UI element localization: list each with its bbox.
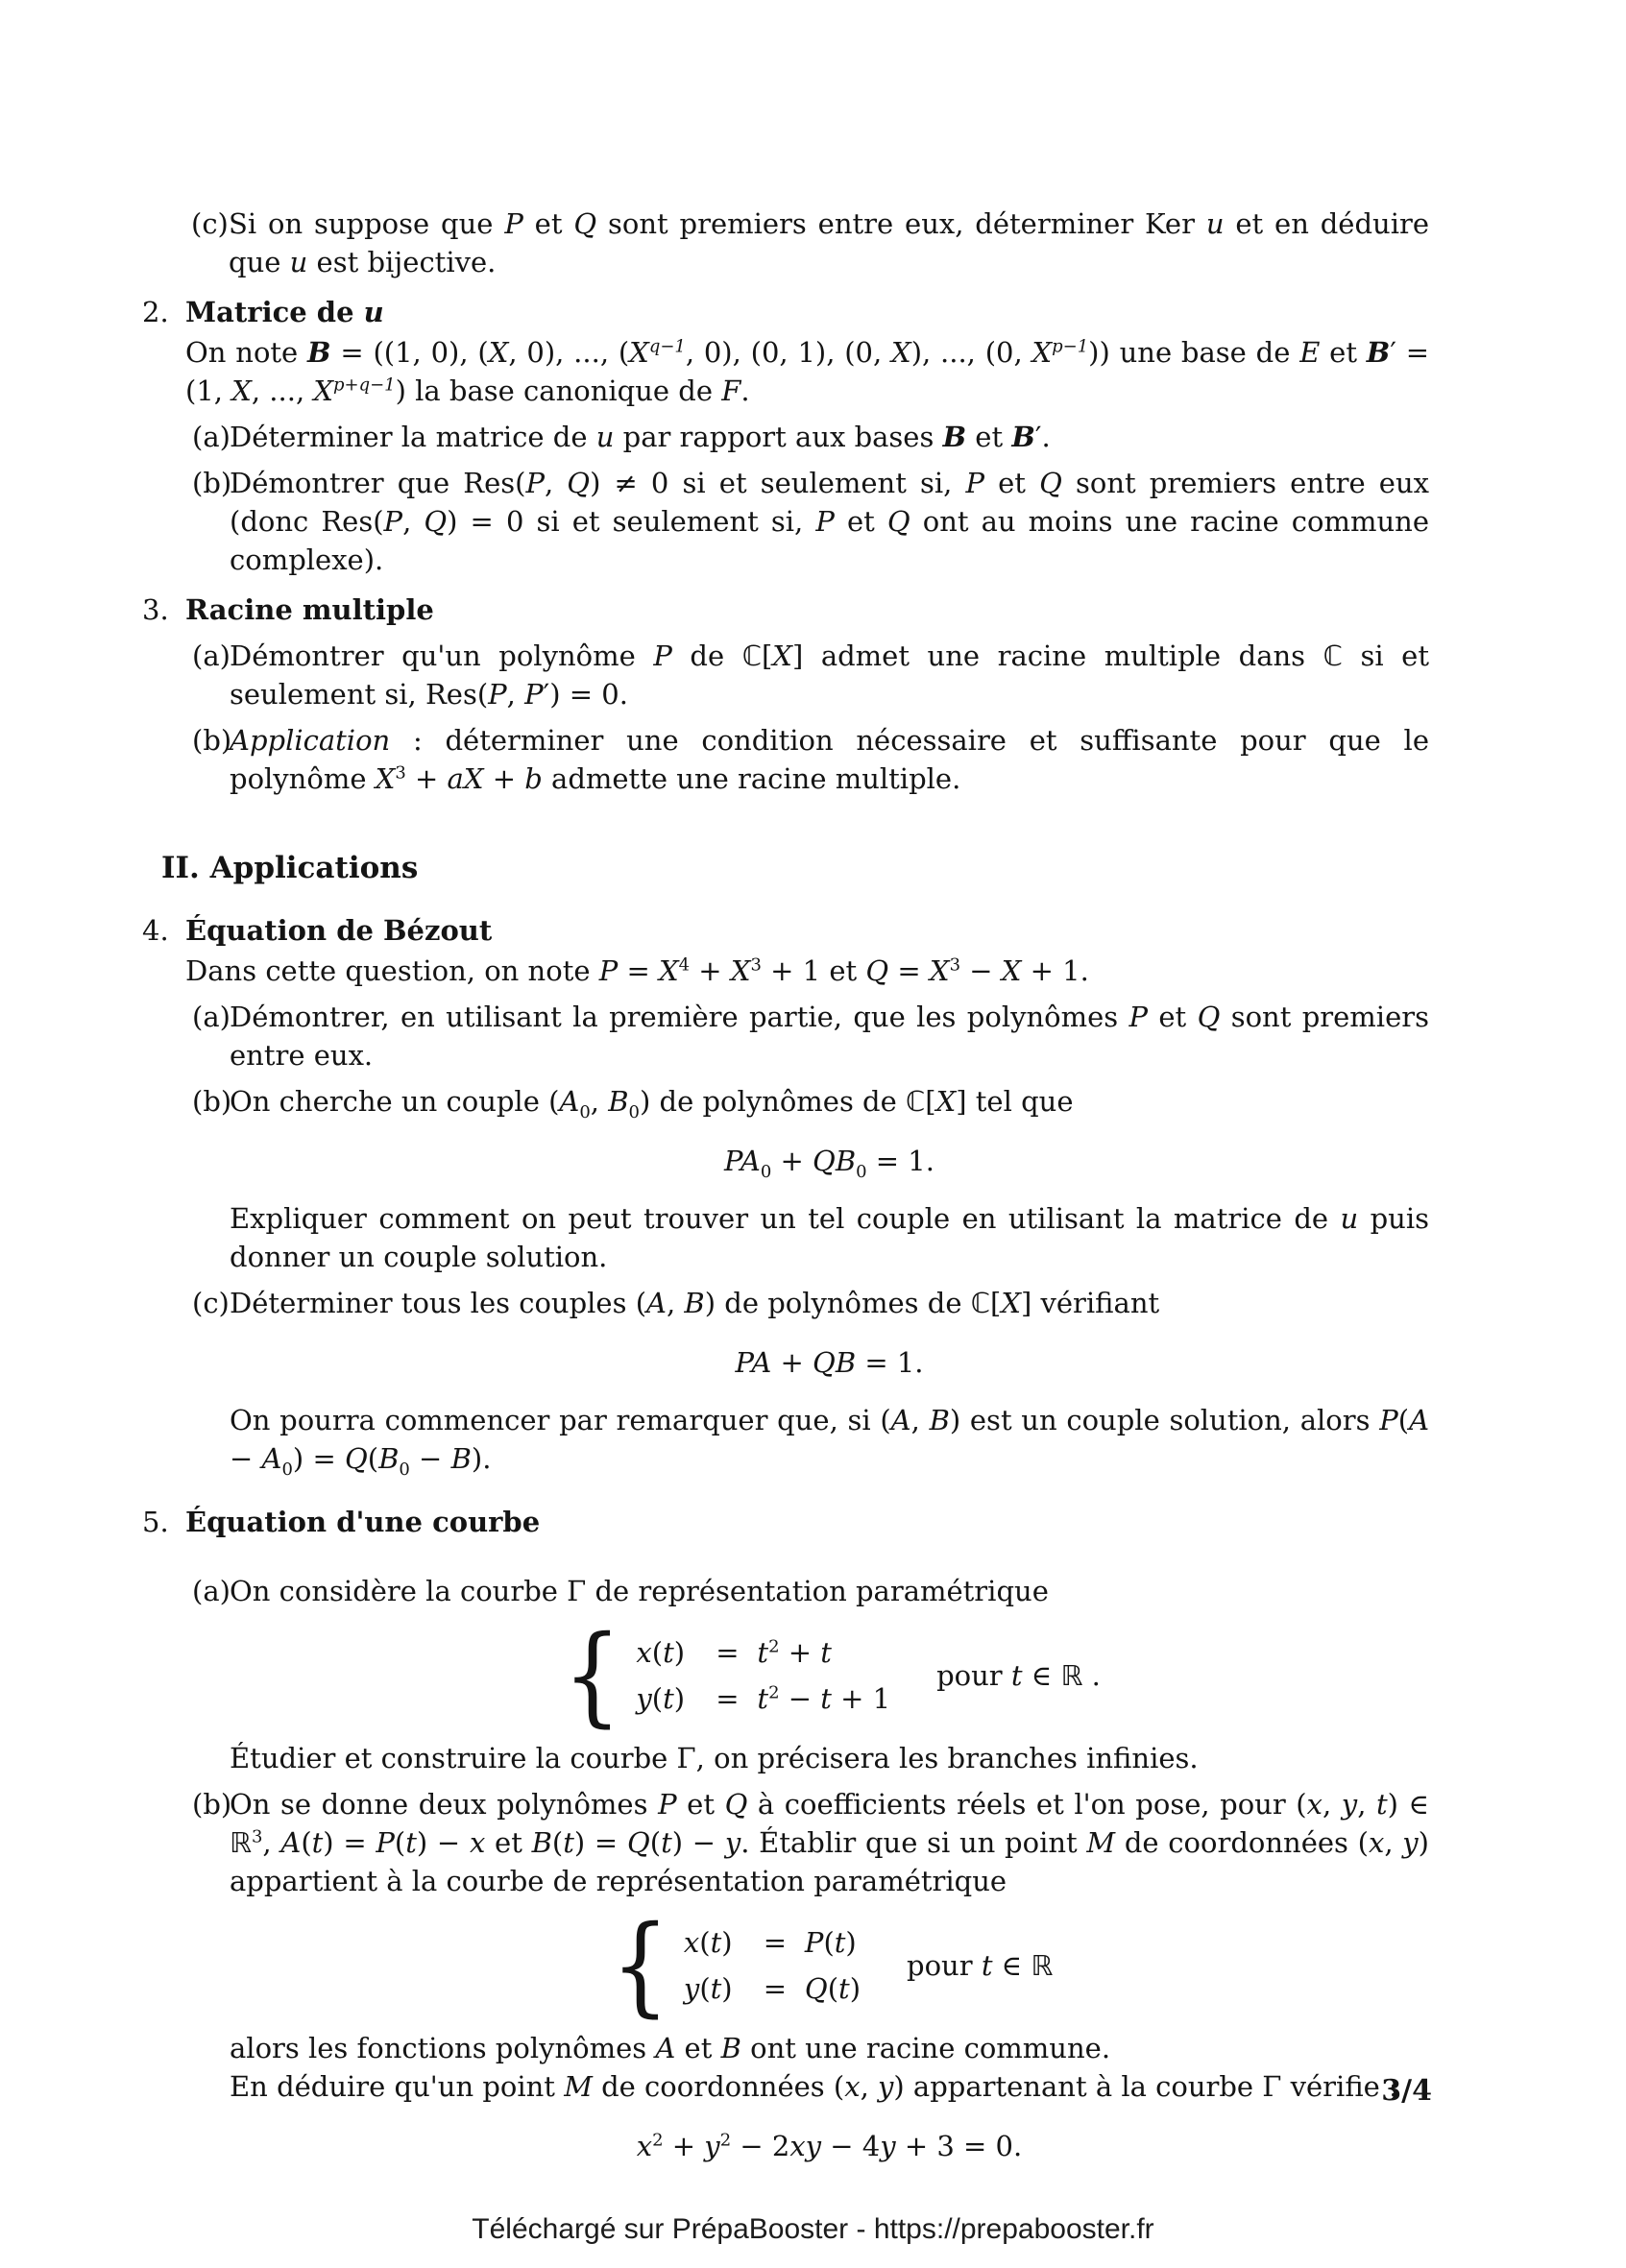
item-5b-after1: alors les fonctions polynômes A et B ont une racine commune. — [230, 2032, 1111, 2064]
bezout-equation-a0b0: $PA_0 + QB_0 = 1$. — [724, 1145, 934, 1182]
item-2a-label: (a) — [192, 421, 231, 453]
item-4b-text: On cherche un couple ($A_0$, $B_0$) de polynômes de ℂ[X] tel que — [230, 1085, 1074, 1122]
question-3-number: 3. — [142, 593, 169, 626]
parametric-system-gamma — [230, 1613, 1429, 1738]
system-row-y: y(t) = $t^2 - t + 1$ — [636, 1682, 891, 1715]
item-5b-text: On se donne deux polynômes P et Q à coefficients réels et l'on pose, pour (x, y, t) ∈ ℝ$^3$, A(t) = P(t) − x et B(t) = Q(t) − y. Établir que si un point M de coordonnées (x, y) appartient à la courbe de représentation paramétrique — [230, 1788, 1430, 1897]
item-2b-label: (b) — [192, 467, 232, 499]
item-3a — [192, 637, 1429, 713]
question-5-title: Équation d'une courbe — [185, 1506, 541, 1538]
item-4a-text: Démontrer, en utilisant la première partie, que les polynômes P et Q sont premiers entre eux. — [230, 1001, 1429, 1072]
item-4a-label: (a) — [192, 1001, 231, 1033]
system-row-x: x(t) = $t^2 + t$ — [636, 1636, 832, 1669]
question-3-title: Racine multiple — [185, 593, 434, 626]
left-brace: { — [563, 1613, 622, 1738]
item-4c-label: (c) — [192, 1287, 230, 1319]
item-5a-text: On considère la courbe Γ de représentation paramétrique — [230, 1575, 1049, 1607]
item-4b-after: Expliquer comment on peut trouver un tel couple en utilisant la matrice de u puis donner un couple solution. — [230, 1202, 1429, 1273]
item-5b-after2: En déduire qu'un point M de coordonnées (x, y) appartenant à la courbe Γ vérifie : — [230, 2070, 1398, 2103]
question-4-number: 4. — [142, 914, 169, 947]
item-4b-label: (b) — [192, 1085, 232, 1118]
footer-credit: Téléchargé sur PrépaBooster - https://prepabooster.fr — [472, 2213, 1154, 2245]
question-5 — [142, 1503, 1429, 2184]
item-2a — [192, 418, 1429, 456]
item-4a — [192, 998, 1429, 1074]
system-condition: pour t ∈ ℝ — [907, 1949, 1054, 1982]
item-2b — [192, 464, 1429, 579]
item-2a-text: Déterminer la matrice de u par rapport aux bases B et B′. — [230, 421, 1051, 453]
question-4-title: Équation de Bézout — [185, 914, 493, 947]
section-ii-header: II. Applications — [161, 851, 419, 885]
parametric-system-pq — [230, 1903, 1429, 2028]
item-5a — [192, 1572, 1429, 1777]
page-content — [142, 205, 1429, 2184]
item-5a-after: Étudier et construire la courbe Γ, on précisera les branches infinies. — [230, 1742, 1199, 1774]
item-4c — [192, 1284, 1429, 1478]
item-3b — [192, 721, 1429, 798]
item-4b — [192, 1082, 1429, 1276]
item-4c-after: On pourra commencer par remarquer que, si (A, B) est un couple solution, alors $P(A - A_0) = Q(B_0 - B)$. — [230, 1404, 1430, 1480]
curve-equation: $x^2 + y^2 - 2xy - 4y + 3 = 0$. — [636, 2130, 1023, 2162]
left-brace: { — [611, 1903, 669, 2028]
item-2b-text: Démontrer que Res(P, Q) ≠ 0 si et seulement si, P et Q sont premiers entre eux (donc Res(P, Q) = 0 si et seulement si, P et Q ont au moins une racine commune complexe). — [230, 467, 1430, 576]
page-number: 3/4 — [1381, 2074, 1432, 2108]
item-5b-label: (b) — [192, 1788, 232, 1821]
item-5b — [192, 1785, 1429, 2184]
system-row-y: y(t) = Q(t) — [683, 1972, 862, 2005]
question-2-number: 2. — [142, 296, 169, 328]
item-1c-label: (c) — [191, 207, 229, 240]
question-2-intro: On note B = ((1, 0), (X, 0), ..., ($X^{q-1}$, 0), (0, 1), (0, X), ..., (0, $X^{p-1}$)) une base de E et B′ = (1, X, ..., $X^{p+q-1}$) la base canonique de F. — [185, 336, 1430, 407]
question-5-number: 5. — [142, 1506, 169, 1538]
system-row-x: x(t) = P(t) — [683, 1926, 857, 1959]
question-3 — [142, 591, 1429, 798]
item-1c — [191, 205, 1429, 281]
item-1c-text: Si on suppose que P et Q sont premiers entre eux, déterminer Ker u et en déduire que u est bijective. — [229, 207, 1429, 278]
question-2-title: Matrice de u — [185, 296, 384, 328]
item-5a-label: (a) — [192, 1575, 231, 1607]
item-3b-label: (b) — [192, 724, 232, 757]
question-2 — [142, 293, 1429, 579]
system-condition: pour t ∈ ℝ . — [936, 1659, 1101, 1692]
question-4 — [142, 911, 1429, 1478]
item-3a-text: Démontrer qu'un polynôme P de ℂ[X] admet une racine multiple dans ℂ si et seulement si, Res(P, P′) = 0. — [230, 639, 1429, 711]
item-4c-text: Déterminer tous les couples (A, B) de polynômes de ℂ[X] vérifiant — [230, 1287, 1160, 1319]
item-3b-text: Application : déterminer une condition nécessaire et suffisante pour que le polynôme $X^3$ + aX + b admette une racine multiple. — [230, 724, 1429, 795]
item-3a-label: (a) — [192, 639, 231, 672]
question-4-intro: Dans cette question, on note $P = X^4 + X^3 + 1$ et $Q = X^3 - X + 1$. — [185, 954, 1089, 987]
bezout-equation-ab: PA + QB = 1. — [735, 1346, 924, 1379]
